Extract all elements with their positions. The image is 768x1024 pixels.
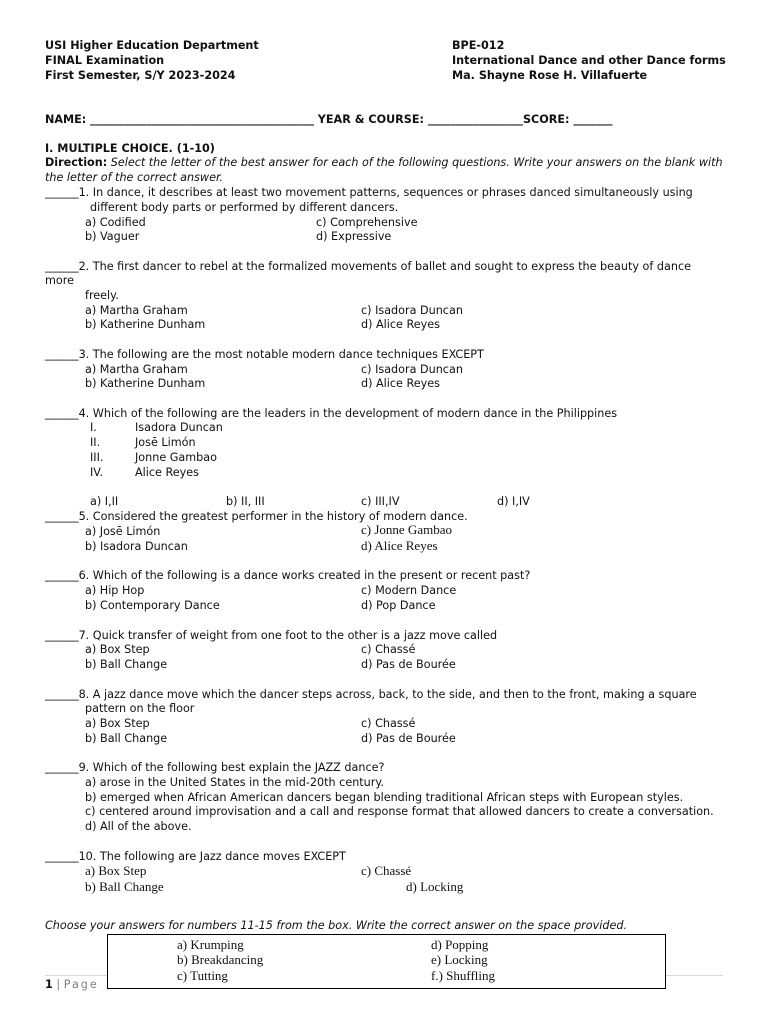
box-option-f: f.) Shuffling	[431, 968, 496, 983]
q5-option-d: d) Alice Reyes	[361, 538, 438, 553]
q8-option-a: a) Box Step	[85, 717, 150, 730]
q7-option-c: c) Chassé	[361, 643, 416, 656]
box-option-c: c) Tutting	[177, 968, 228, 983]
q2-stem-3: freely.	[85, 289, 119, 302]
q5-stem: ______5. Considered the greatest performer in the history of modern dance.	[45, 510, 468, 523]
q2-stem-2: more	[45, 274, 74, 287]
q4-roman-text: Alice Reyes	[135, 466, 199, 479]
q4-roman-num: I.	[90, 421, 97, 434]
q10-option-a: a) Box Step	[85, 863, 147, 878]
course-title: International Dance and other Dance forms	[452, 54, 726, 67]
page-label: Page	[63, 978, 99, 991]
q8-option-b: b) Ball Change	[85, 732, 168, 745]
q5-option-c: c) Jonne Gambao	[361, 522, 452, 537]
q4-option-b: b) II, III	[226, 495, 265, 508]
direction-text-2: the letter of the correct answer.	[45, 171, 224, 184]
page-number: 1	[45, 978, 53, 991]
q2-option-b: b) Katherine Dunham	[85, 318, 206, 331]
q7-option-b: b) Ball Change	[85, 658, 168, 671]
q8-stem-2: pattern on the floor	[85, 702, 195, 715]
q4-option-d: d) I,IV	[497, 495, 530, 508]
q8-stem: ______8. A jazz dance move which the dancer steps across, back, to the side, and then to the front, making a square	[45, 688, 697, 701]
q7-option-d: d) Pas de Bourée	[361, 658, 456, 671]
q1-option-d: d) Expressive	[316, 230, 392, 243]
q10-option-c: c) Chassé	[361, 863, 412, 878]
q3-option-a: a) Martha Graham	[85, 363, 188, 376]
q6-option-c: c) Modern Dance	[361, 584, 457, 597]
q8-option-d: d) Pas de Bourée	[361, 732, 456, 745]
q8-option-c: c) Chassé	[361, 717, 416, 730]
box-option-e: e) Locking	[431, 952, 488, 967]
instructor: Ma. Shayne Rose H. Villafuerte	[452, 69, 648, 82]
q1-option-a: a) Codified	[85, 216, 146, 229]
q1-option-c: c) Comprehensive	[316, 216, 418, 229]
course-code: BPE-012	[452, 39, 505, 52]
q4-roman-num: III.	[90, 451, 104, 464]
q4-roman-text: Isadora Duncan	[135, 421, 223, 434]
q3-option-c: c) Isadora Duncan	[361, 363, 463, 376]
exam-title: FINAL Examination	[45, 54, 165, 67]
q6-option-a: a) Hip Hop	[85, 584, 145, 597]
q2-option-c: c) Isadora Duncan	[361, 304, 463, 317]
q1-stem-2: different body parts or performed by different dancers.	[90, 201, 399, 214]
box-option-a: a) Krumping	[177, 937, 244, 952]
q5-option-b: b) Isadora Duncan	[85, 540, 188, 553]
answer-choices-box	[107, 934, 666, 989]
footer-separator: |	[56, 978, 61, 991]
q5-option-a: a) Josē Limón	[85, 525, 161, 538]
q6-option-d: d) Pop Dance	[361, 599, 436, 612]
q6-stem: ______6. Which of the following is a dance works created in the present or recent past?	[45, 569, 531, 582]
q7-stem: ______7. Quick transfer of weight from one foot to the other is a jazz move called	[45, 629, 498, 642]
q9-option-a: a) arose in the United States in the mid-20th century.	[85, 776, 384, 789]
q10-option-b: b) Ball Change	[85, 879, 164, 894]
q9-option-b: b) emerged when African American dancers began blending traditional African steps with European styles.	[85, 791, 684, 804]
q4-roman-text: Jonne Gambao	[135, 451, 217, 464]
q3-option-b: b) Katherine Dunham	[85, 377, 206, 390]
q1-stem: ______1. In dance, it describes at least two movement patterns, sequences or phrases danced simultaneously using	[45, 186, 693, 199]
direction	[45, 156, 723, 171]
q2-option-a: a) Martha Graham	[85, 304, 188, 317]
q2-option-d: d) Alice Reyes	[361, 318, 440, 331]
q4-roman-text: Josē Limón	[135, 436, 196, 449]
q2-stem: ______2. The first dancer to rebel at the formalized movements of ballet and sought to express the beauty of dance	[45, 260, 691, 273]
q4-roman-num: II.	[90, 436, 101, 449]
q4-option-c: c) III,IV	[361, 495, 400, 508]
q3-stem: ______3. The following are the most notable modern dance techniques EXCEPT	[45, 348, 484, 361]
q7-option-a: a) Box Step	[85, 643, 150, 656]
page-footer	[45, 978, 99, 993]
q3-option-d: d) Alice Reyes	[361, 377, 440, 390]
q4-roman-num: IV.	[90, 466, 104, 479]
section2-instruction: Choose your answers for numbers 11-15 from the box. Write the correct answer on the space provided.	[45, 919, 627, 932]
semester: First Semester, S/Y 2023-2024	[45, 69, 236, 82]
q6-option-b: b) Contemporary Dance	[85, 599, 220, 612]
q9-stem: ______9. Which of the following best explain the JAZZ dance?	[45, 761, 385, 774]
q9-option-c: c) centered around improvisation and a call and response format that allowed dancers to create a conversation.	[85, 805, 714, 818]
direction-text: Select the letter of the best answer for each of the following questions. Write your answers on the blank with	[107, 156, 723, 169]
q10-option-d: d) Locking	[406, 879, 464, 894]
direction-label: Direction:	[45, 156, 108, 169]
student-info-line[interactable]: NAME: ________________________________________ YEAR & COURSE: _________________SCORE: _______	[45, 113, 613, 126]
q9-option-d: d) All of the above.	[85, 820, 192, 833]
dept-name: USI Higher Education Department	[45, 39, 259, 52]
q1-option-b: b) Vaguer	[85, 230, 140, 243]
section-title: I. MULTIPLE CHOICE. (1-10)	[45, 142, 215, 155]
q4-option-a: a) I,II	[90, 495, 119, 508]
box-option-b: b) Breakdancing	[177, 952, 264, 967]
q4-stem: ______4. Which of the following are the leaders in the development of modern dance in the Philippines	[45, 407, 618, 420]
box-option-d: d) Popping	[431, 937, 489, 952]
q10-stem: ______10. The following are Jazz dance moves EXCEPT	[45, 850, 346, 863]
